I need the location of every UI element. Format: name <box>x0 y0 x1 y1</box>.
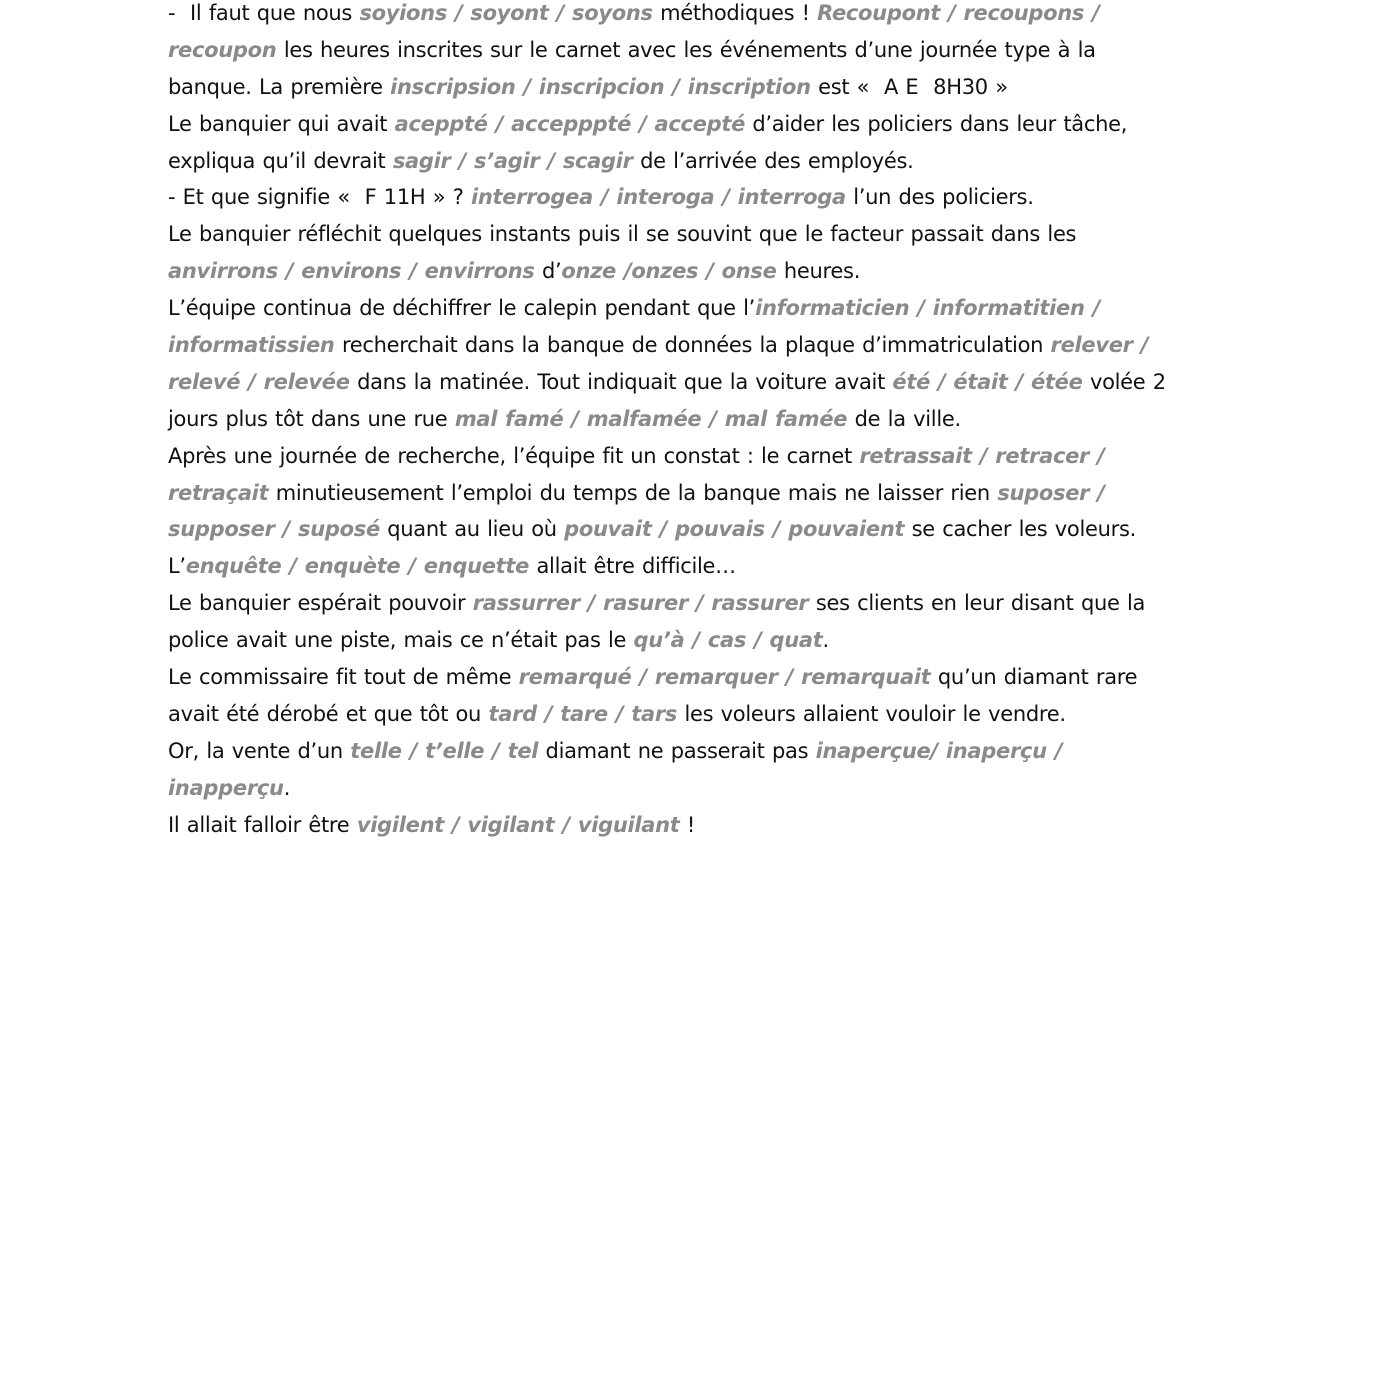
text-segment: Le banquier réfléchit quelques instants puis il se souvint que le facteur passait dans les <box>168 222 1077 247</box>
spelling-choice: inscripsion / inscripcion / inscription <box>390 74 811 99</box>
spelling-choice: remarqué / remarquer / remarquait <box>518 665 931 690</box>
text-segment: - Et que signifie « F 11H » ? <box>168 185 471 210</box>
text-line <box>168 216 1248 253</box>
spelling-choice: sagir / s’agir / scagir <box>392 148 633 173</box>
text-segment: quant au lieu où <box>379 517 565 542</box>
text-segment: est « A E 8H30 » <box>810 74 1008 99</box>
text-line <box>168 696 1248 733</box>
text-line <box>168 106 1248 143</box>
text-line <box>168 438 1248 475</box>
spelling-choice: interrogea / interoga / interroga <box>470 185 846 210</box>
spelling-choice: inaperçue/ inaperçu / <box>815 738 1063 763</box>
text-line <box>168 327 1248 364</box>
text-segment: de l’arrivée des employés. <box>632 148 914 173</box>
text-segment: jours plus tôt dans une rue <box>168 406 455 431</box>
text-segment: les heures inscrites sur le carnet avec les événements d’une journée type à la <box>276 37 1096 62</box>
text-segment: volée 2 <box>1082 369 1166 394</box>
text-segment: les voleurs allaient vouloir le vendre. <box>677 701 1066 726</box>
exercise-text <box>168 0 1248 843</box>
text-segment: l’un des policiers. <box>845 185 1034 210</box>
spelling-choice: relevé / relevée <box>168 369 350 394</box>
spelling-choice: enquête / enquète / enquette <box>185 554 530 579</box>
text-segment: diamant ne passerait pas <box>538 738 816 763</box>
text-segment: expliqua qu’il devrait <box>168 148 393 173</box>
text-line <box>168 179 1248 216</box>
text-segment: dans la matinée. Tout indiquait que la voiture avait <box>349 369 893 394</box>
spelling-choice: qu’à / cas / quat <box>633 628 823 653</box>
spelling-choice: mal famé / malfamée / mal famée <box>454 406 848 431</box>
text-line <box>168 733 1248 770</box>
spelling-choice: inapperçu <box>168 775 284 800</box>
text-segment: Après une journée de recherche, l’équipe fit un constat : le carnet <box>168 443 860 468</box>
text-line <box>168 770 1248 807</box>
spelling-choice: recoupon <box>168 37 277 62</box>
text-line <box>168 290 1248 327</box>
spelling-choice: retrassait / retracer / <box>859 443 1105 468</box>
text-segment: L’équipe continua de déchiffrer le calepin pendant que l’ <box>168 296 756 321</box>
spelling-choice: supposer / suposé <box>168 517 380 542</box>
text-segment: Le banquier qui avait <box>168 111 395 136</box>
text-segment: Le commissaire fit tout de même <box>168 665 519 690</box>
text-segment: allait être difficile… <box>529 554 736 579</box>
text-segment: ses clients en leur disant que la <box>808 591 1146 616</box>
text-segment: police avait une piste, mais ce n’était pas le <box>168 628 634 653</box>
text-line <box>168 475 1248 512</box>
text-line <box>168 69 1248 106</box>
spelling-choice: informatissien <box>168 333 335 358</box>
spelling-choice: informaticien / informatitien / <box>755 296 1101 321</box>
text-segment: . <box>283 775 291 800</box>
text-segment: méthodiques ! <box>652 1 818 25</box>
text-line <box>168 32 1248 69</box>
text-segment: de la ville. <box>847 406 961 431</box>
spelling-choice: anvirrons / environs / envirrons <box>168 259 535 284</box>
text-segment: ! <box>679 812 696 837</box>
spelling-choice: relever / <box>1050 333 1149 358</box>
text-line <box>168 659 1248 696</box>
spelling-choice: tard / tare / tars <box>488 701 678 726</box>
text-segment: heures. <box>776 259 861 284</box>
text-segment: Le banquier espérait pouvoir <box>168 591 473 616</box>
text-line <box>168 585 1248 622</box>
spelling-choice: aceppté / accepppté / accepté <box>394 111 746 136</box>
text-line <box>168 253 1248 290</box>
text-line <box>168 511 1248 548</box>
text-segment: L’ <box>168 554 186 579</box>
text-line <box>168 548 1248 585</box>
text-segment: . <box>822 628 829 653</box>
text-line <box>168 364 1248 401</box>
text-segment: recherchait dans la banque de données la plaque d’immatriculation <box>334 333 1051 358</box>
text-segment: Il allait falloir être <box>168 812 357 837</box>
text-segment: - Il faut que nous <box>168 1 360 25</box>
spelling-choice: Recoupont / recoupons / <box>817 1 1100 25</box>
text-line <box>168 807 1248 844</box>
text-segment: d’ <box>534 259 562 284</box>
text-segment: qu’un diamant rare <box>930 665 1138 690</box>
text-line <box>168 143 1248 180</box>
text-line <box>168 0 1248 32</box>
text-segment: avait été dérobé et que tôt ou <box>168 701 489 726</box>
text-segment: Or, la vente d’un <box>168 738 351 763</box>
text-segment: d’aider les policiers dans leur tâche, <box>745 111 1128 136</box>
text-segment: minutieusement l’emploi du temps de la banque mais ne laisser rien <box>268 480 998 505</box>
spelling-choice: soyions / soyont / soyons <box>359 1 653 25</box>
spelling-choice: été / était / étée <box>892 369 1083 394</box>
spelling-choice: retraçait <box>168 480 269 505</box>
text-line <box>168 401 1248 438</box>
spelling-choice: suposer / <box>997 480 1105 505</box>
spelling-choice: rassurrer / rasurer / rassurer <box>472 591 809 616</box>
text-line <box>168 622 1248 659</box>
spelling-choice: pouvait / pouvais / pouvaient <box>564 517 905 542</box>
text-segment: banque. La première <box>168 74 391 99</box>
spelling-choice: telle / t’elle / tel <box>350 738 539 763</box>
spelling-choice: onze /onzes / onse <box>561 259 777 284</box>
text-segment: se cacher les voleurs. <box>904 517 1136 542</box>
spelling-choice: vigilent / vigilant / viguilant <box>356 812 680 837</box>
